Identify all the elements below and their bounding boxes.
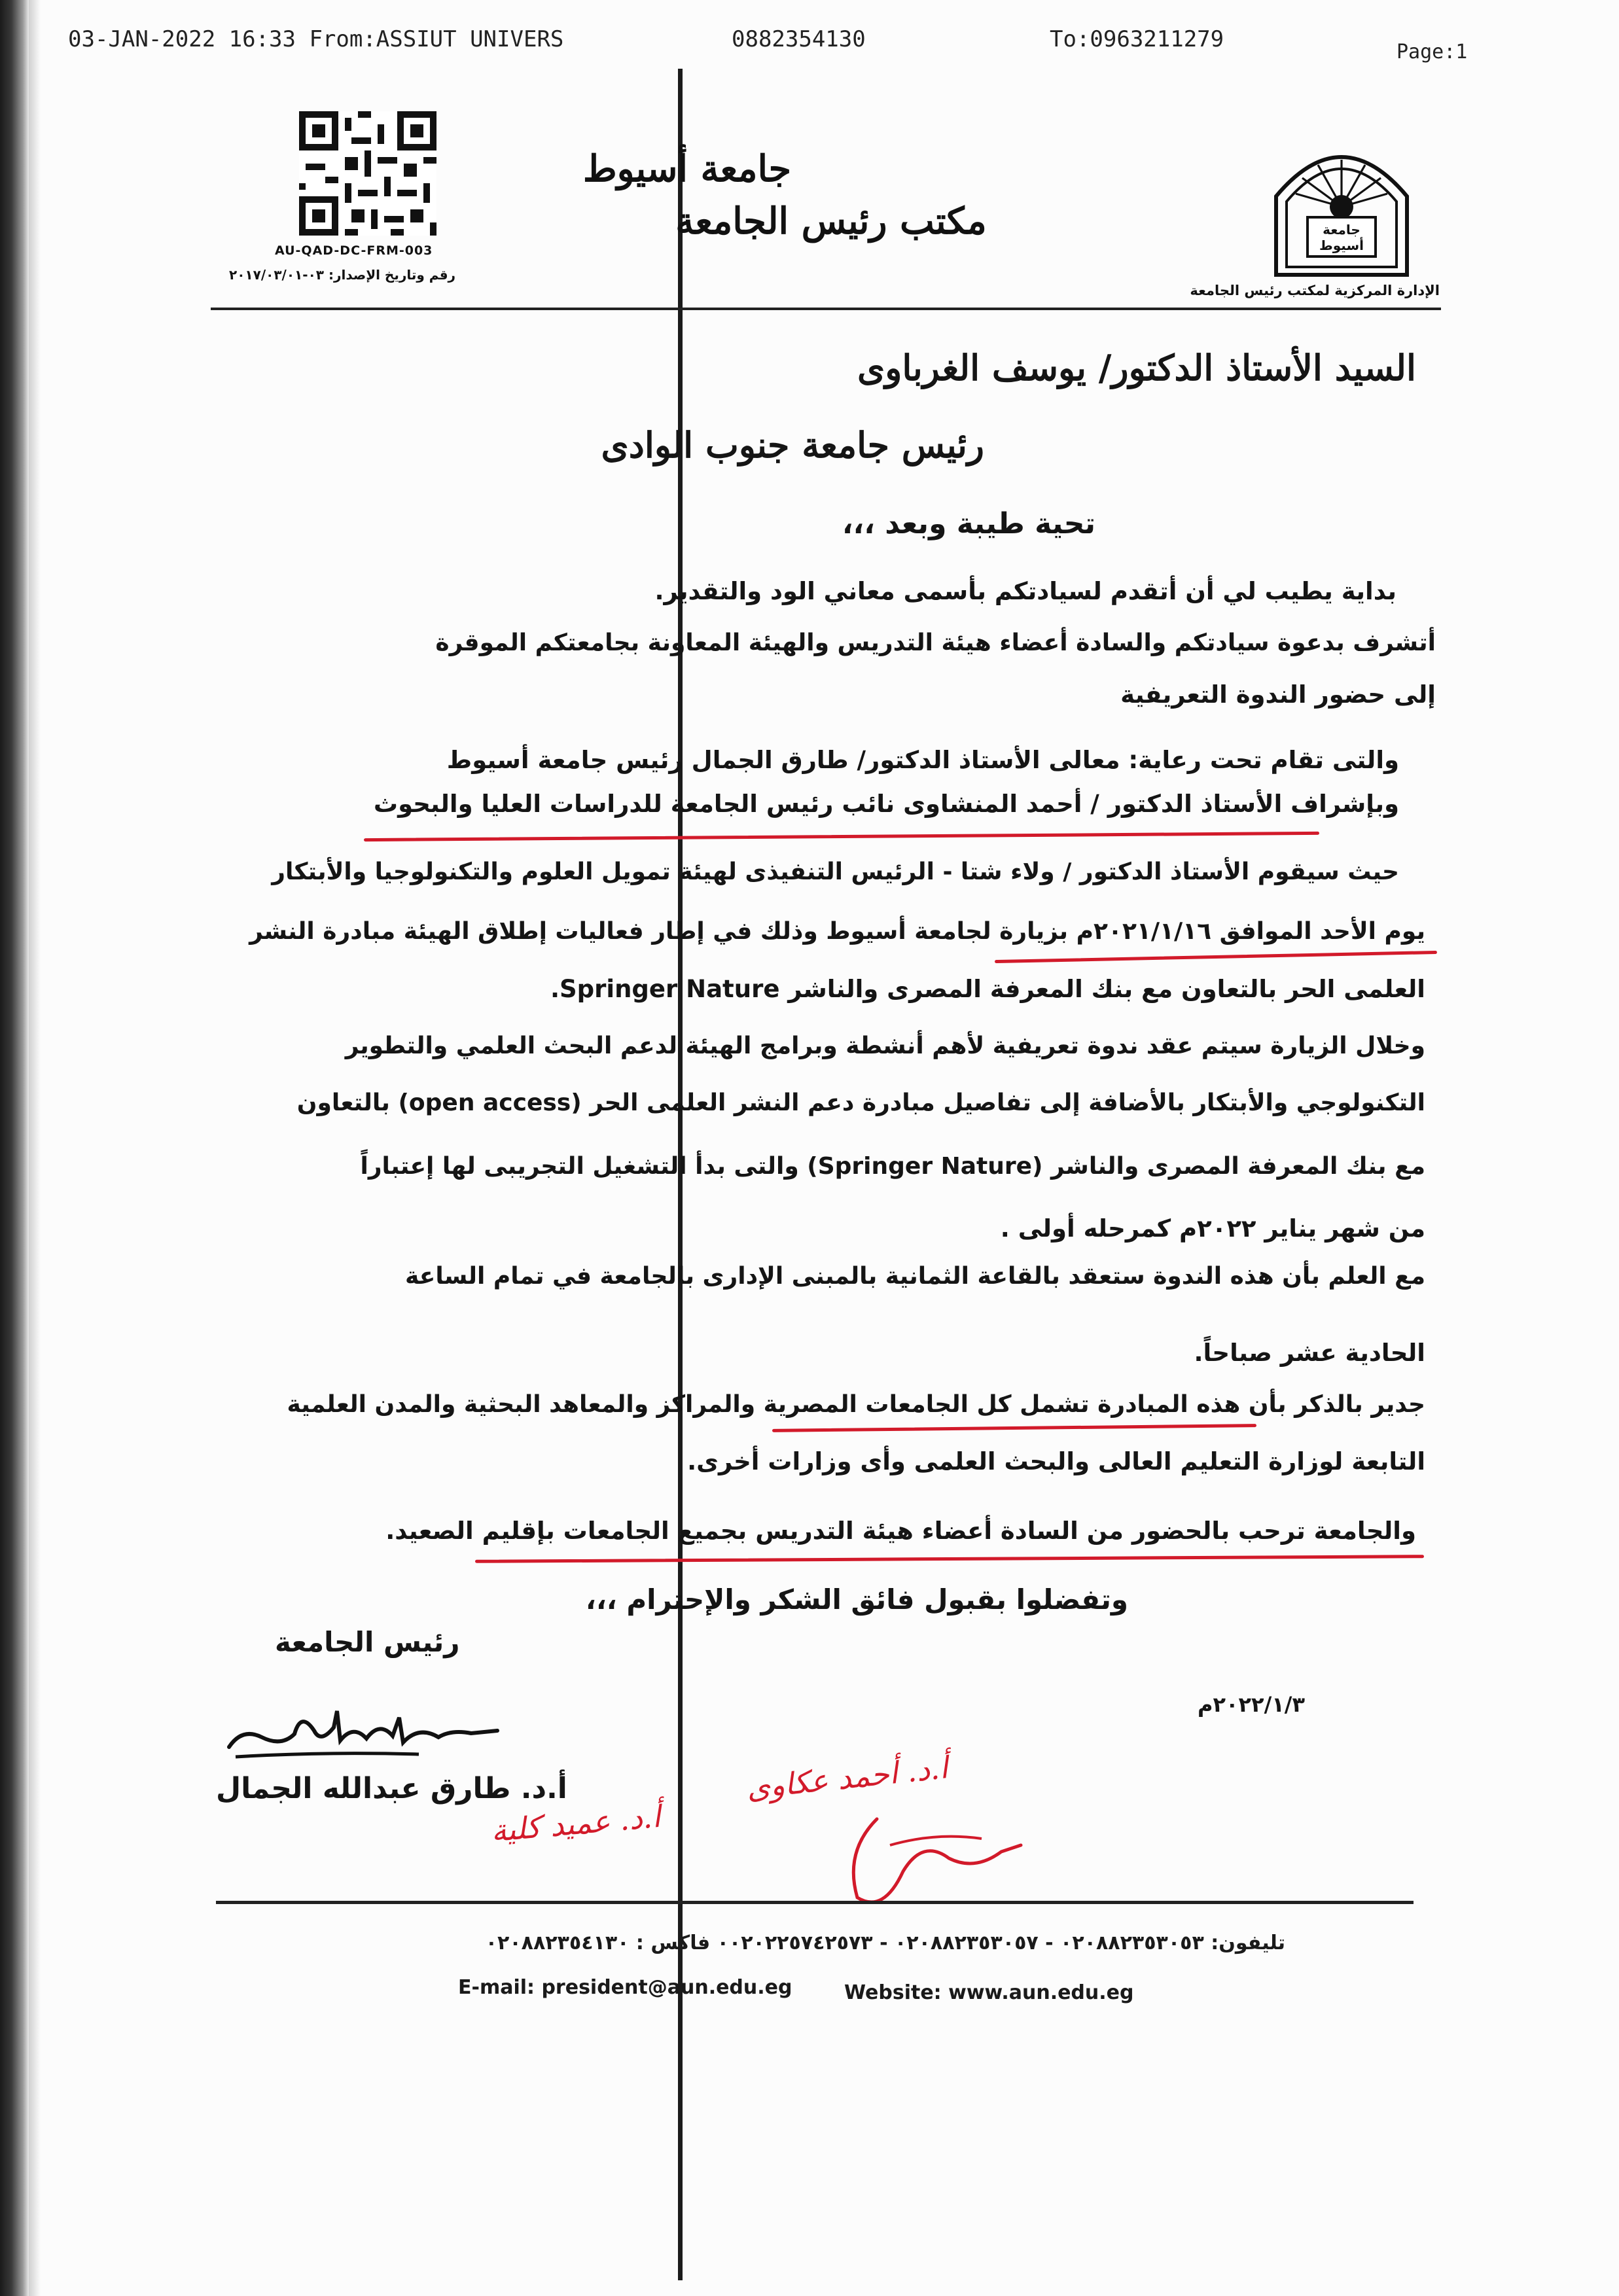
scope-line-2: التابعة لوزارة التعليم العالى والبحث العلمى وأى وزارات أخرى. <box>687 1447 1425 1475</box>
university-name: جامعة أسيوط <box>582 147 792 190</box>
program-line-1: وخلال الزيارة سيتم عقد ندوة تعريفية لأهم أنشطة وبرامج الهيئة لدعم البحث العلمي والتطوير <box>345 1033 1425 1059</box>
venue-line-2: الحادية عشر صباحاً. <box>1194 1339 1425 1367</box>
signature-name: أ.د. طارق عبدالله الجمال <box>216 1772 567 1805</box>
visit-line-2: يوم الأحد الموافق ٢٠٢١/١/١٦م بزيارة لجامعة أسيوط وذلك في إطار فعاليات إطلاق الهيئة مبادرة النشر <box>249 918 1425 945</box>
scope-line-1: جدير بالذكر بأن هذه المبادرة تشمل كل الجامعات المصرية والمراكز والمعاهد البحثية والمدن العلمية <box>287 1391 1425 1418</box>
greeting: تحية طيبة وبعد ،،، <box>842 507 1095 540</box>
visit-line-1: حيث سيقوم الأستاذ الدكتور / ولاء شتا - الرئيس التنفيذى لهيئة تمويل العلوم والتكنولوجيا والأبتكار <box>272 858 1399 885</box>
svg-text:جامعة: جامعة <box>1323 222 1361 238</box>
program-line-2: التكنولوجي والأبتكار بالأضافة إلى تفاصيل مبادرة دعم النشر العلمى الحر (open access) بالتعاون <box>296 1089 1425 1116</box>
fax-header-number: 0882354130 <box>732 26 866 52</box>
recipient-name: السيد الأستاذ الدكتور/ يوسف الغرباوى <box>857 347 1416 389</box>
qr-code-icon <box>298 111 437 236</box>
logo-caption: الإدارة المركزية لمكتب رئيس الجامعة <box>1190 283 1440 298</box>
scan-dark-edge <box>0 0 29 2296</box>
invite-line-1: أتشرف بدعوة سيادتكم والسادة أعضاء هيئة التدريس والهيئة المعاونة بجامعتكم الموقرة <box>435 629 1436 656</box>
signature-date: ٢٠٢٢/١/٣م <box>1198 1692 1306 1717</box>
office-name: مكتب رئيس الجامعة <box>675 200 987 243</box>
patron-line-2: وبإشراف الأستاذ الدكتور / أحمد المنشاوى نائب رئيس الجامعة للدراسات العليا والبحوث <box>373 790 1399 818</box>
welcome-line: والجامعة ترحب بالحضور من السادة أعضاء هيئة التدريس بجميع الجامعات بإقليم الصعيد. <box>385 1517 1416 1545</box>
form-code: AU-QAD-DC-FRM-003 <box>275 243 433 258</box>
recipient-title: رئيس جامعة جنوب الوادى <box>601 424 984 466</box>
footer-website: Website: www.aun.edu.eg <box>844 1981 1134 2004</box>
signature-role: رئيس الجامعة <box>275 1626 460 1658</box>
fax-header-sender: 03-JAN-2022 16:33 From:ASSIUT UNIVERS <box>68 26 564 52</box>
handwritten-note-1: أ.د. أحمد عكاوى <box>745 1750 950 1806</box>
fax-header-recipient: To:0963211279 <box>1050 26 1224 52</box>
handwritten-note-2: أ.د. عميد كلية <box>489 1798 662 1849</box>
program-line-3: مع بنك المعرفة المصرى والناشر (Springer Nature) والتى بدأ التشغيل التجريبى لها إعتباراً <box>360 1153 1425 1180</box>
opening-line: بداية يطيب لي أن أتقدم لسيادتكم بأسمى معاني الود والتقدير. <box>654 577 1397 605</box>
footer-email: E-mail: president@aun.edu.eg <box>458 1976 792 1999</box>
header-divider <box>211 308 1441 310</box>
fax-header-page: Page:1 <box>1397 41 1468 63</box>
footer-phones: تليفون: ٠٢٠٨٨٢٣٥٣٠٥٣ - ٠٢٠٨٨٢٣٥٣٠٥٧ - ٠٠٢٠٢٢٥٧٤٢٥٧٣ فاكس : ٠٢٠٨٨٢٣٥٤١٣٠ <box>485 1932 1285 1954</box>
visit-line-3: العلمى الحر بالتعاون مع بنك المعرفة المصرى والناشر Springer Nature. <box>550 975 1425 1003</box>
university-logo-icon <box>1250 131 1433 288</box>
program-line-4: من شهر يناير ٢٠٢٢م كمرحله أولى . <box>1000 1214 1425 1243</box>
signature-scribble-icon <box>222 1691 510 1770</box>
svg-text:أسيوط: أسيوط <box>1319 238 1364 253</box>
red-initials-icon <box>831 1793 1027 1917</box>
scan-edge-fade <box>29 0 41 2296</box>
invite-line-2: إلى حضور الندوة التعريفية <box>1120 680 1436 709</box>
venue-line-1: مع العلم بأن هذه الندوة ستعقد بالقاعة الثمانية بالمبنى الإدارى بالجامعة في تمام الساعة <box>404 1263 1425 1290</box>
closing-line: وتفضلوا بقبول فائق الشكر والإحترام ،،، <box>585 1583 1128 1616</box>
issue-info: رقم وتاريخ الإصدار: ٠٣-٢٠١٧/٠٣/٠١ <box>229 267 456 283</box>
footer-divider <box>216 1901 1414 1904</box>
patron-line-1: والتى تقام تحت رعاية: معالى الأستاذ الدكتور/ طارق الجمال رئيس جامعة أسيوط <box>446 746 1399 774</box>
